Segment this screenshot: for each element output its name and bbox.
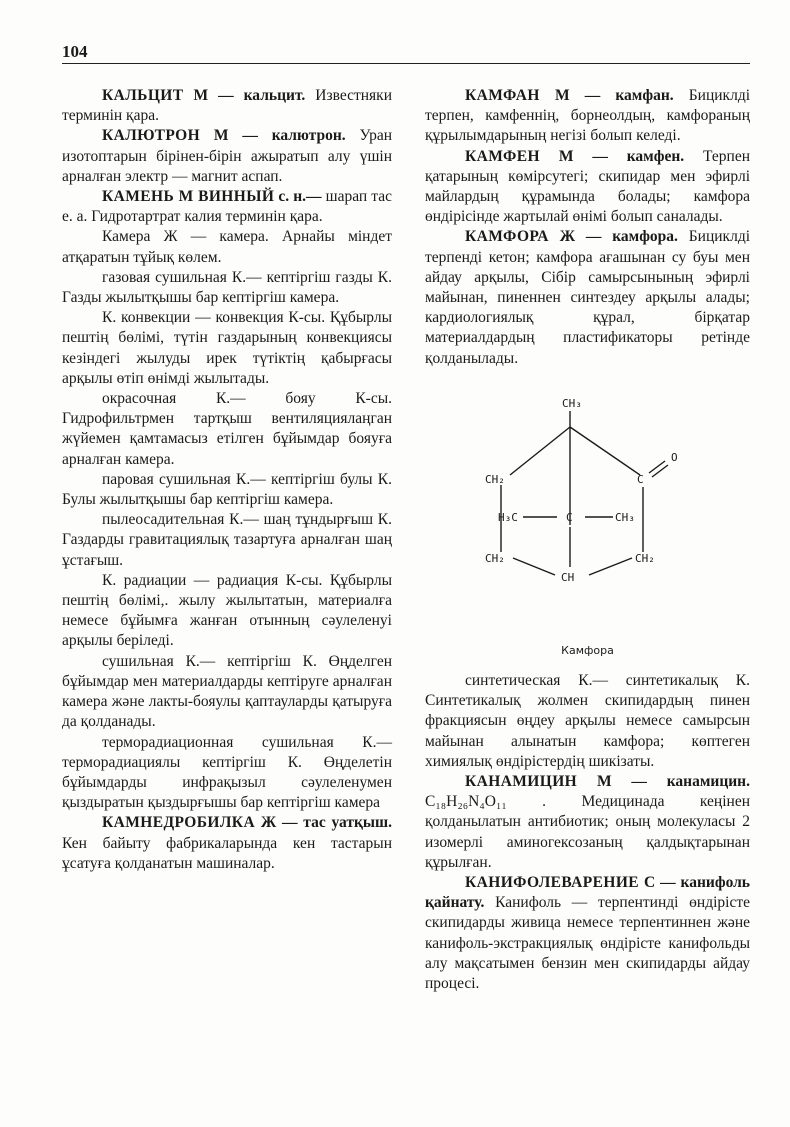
translation: Ж — камера. (163, 228, 269, 246)
subentry-radiatsii: К. радиации — радиация К-сы. Құбырлы пештің бөлімі,. жылу жылытатын, материалға немесе бұйымға жанған отынның сәулеленуі арқылы беріледі. (62, 571, 392, 650)
bond-carbonyl-2 (652, 465, 668, 477)
definition: Терпен қатарының көмірсутегі; скипидар мен эфирлі майлардың құрамында болады; камфора өндірісінде жартылай өнімі болып саналады. (425, 147, 750, 226)
definition: Медицинада кеңінен қолданылатын антибиотик; оның молекуласы 2 изомерлі аминогексозаның қалдықтарынан құрылған. (425, 793, 750, 871)
entry-kamfen (425, 147, 750, 228)
subentry-pyleosaditelnaya: пылеосадительная К.— шаң тұндырғыш К. Газдарды гравитациялық тазартуға арналған шаң ұстағыш. (62, 511, 392, 569)
headword: Камера (102, 228, 151, 246)
chemical-formula: C₁₈H₂₆N₄O₁₁ . (425, 793, 547, 811)
label-ch3-mid: CH₃ (615, 510, 635, 524)
headword: КАМНЕДРОБИЛКА (102, 814, 256, 832)
label-ch2-left: CH₂ (485, 472, 505, 486)
definition: шарап тас е. а. Гидротартрат калия терминін қара. (62, 188, 393, 226)
bond-carbonyl-1 (649, 461, 665, 473)
label-c-carbonyl: C (637, 472, 644, 486)
headword: КАЛЮТРОН (102, 127, 201, 145)
definition: Канифоль — терпентинді өндірісте скипидарды живица немесе терпентиннен және канифоль-экстракциялық өндірісте канифольды алу мақсатымен бензин мен скипидарды айдау процесі. (425, 894, 750, 993)
entry-kamfora (425, 227, 750, 368)
headword: КАМЕНЬ М ВИННЫЙ (102, 188, 275, 206)
label-c-center: C (566, 510, 573, 524)
entry-kamen-vinny (62, 187, 392, 227)
label-ch2-bottom-left: CH₂ (485, 551, 505, 565)
definition: Известняки терминін қара. (62, 87, 392, 125)
entry-kamfan (425, 86, 750, 147)
subentry-termoradiatsionnaya: терморадиационная сушильная К.— терморадиациялы кептіргіш К. Өңделетін бұйымдарды инфрақызыл сәулеленумен қыздыратын қыздырғышы бар кептіргіш камера (62, 733, 392, 812)
subentry-gazovaya: газовая сушильная К.— кептіргіш газды К. Газды жылытқышы бар кептіргіш камера. (62, 268, 392, 307)
entry-kamera (62, 227, 392, 267)
translation: с. н.— (278, 188, 322, 206)
definition: Уран изотоптарын бірінен-бірін ажыратып алу үшін арналған электр — магнит аспап. (62, 127, 393, 185)
label-ch-bottom: CH (561, 570, 575, 584)
left-column (62, 86, 392, 874)
subentry-okrasochnaya: окрасочная К.— бояу К-сы. Гидрофильтрмен тартқыш вентиляциялаңган жүйемен қамтамасыз етілген бұйымдар бояуға арналған камера. (62, 390, 392, 468)
definition: Бициклді терпен, камфеннің, борнеолдың, камфораның құрылымдарының негізі болып келеді. (425, 87, 751, 145)
translation: Ж — тас уатқыш. (260, 814, 392, 832)
label-ch2-bottom-right: CH₂ (635, 551, 655, 565)
header-rule (62, 63, 750, 64)
entry-kanamitsin (425, 772, 750, 873)
bond-bottom-left (513, 558, 555, 575)
page-number: 104 (62, 42, 88, 61)
translation: М — калютрон. (213, 127, 346, 145)
definition: Кен байыту фабрикаларында кен тастарын ұсатуға қолданатын машиналар. (62, 834, 392, 872)
camphor-structure-figure (425, 377, 750, 637)
translation: М — канамицин. (596, 773, 750, 791)
subentry-sushilnaya: сушильная К.— кептіргіш К. Өңделген бұйымдар мен материалдарды кептіруге арналған камера және лакты-бояулы қаптауларды қатыруға да қолданады. (62, 652, 392, 731)
headword: КАМФОРА (465, 228, 549, 246)
headword: КАНИФОЛЕВАРЕНИЕ (465, 874, 640, 892)
translation: Ж — камфора. (559, 228, 678, 246)
entry-kanifolevarenie (425, 873, 750, 994)
label-oxygen: O (671, 450, 678, 464)
translation: М — камфан. (554, 87, 674, 104)
definition: Арнайы міндет атқаратын тұйық көлем. (62, 228, 393, 266)
bond-bottom-right (589, 558, 632, 575)
headword: КАЛЬЦИТ (102, 87, 184, 104)
label-h3c: H₃C (498, 510, 518, 524)
label-ch3-top: CH₃ (562, 396, 582, 410)
subentry-parovaya: паровая сушильная К.— кептіргіш булы К. Булы жылытқышы бар кептіргіш камера. (62, 470, 392, 509)
bond-top-right (570, 427, 640, 475)
right-column (425, 86, 750, 994)
headword: КАНАМИЦИН (465, 773, 578, 791)
camphor-structural-formula (425, 377, 750, 637)
definition: Бициклді терпенді кетон; камфора ағашынан су буы мен айдау арқылы, Сібір самырсынының эфирлі майынан, пиненнен синтездеу арқылы алады; кардиологиялық құрал, бірқатар материалдардың пластификаторы ретінде қолданылады. (425, 228, 751, 367)
subentry-sinteticheskaya: синтетическая К.— синтетикалық К. Синтетикалық жолмен скипидардың пинен фракциясын өңдеу арқылы немесе самырсын майынан алынатын камфора; көптеген химиялық өндірістердің шикізаты. (425, 672, 750, 770)
translation: М — кальцит. (193, 87, 306, 104)
translation: С — канифоль қайнату. (425, 874, 751, 912)
entry-kamnedrobilka (62, 813, 392, 874)
translation: М — камфен. (558, 147, 685, 165)
entry-kalyutron (62, 126, 392, 187)
figure-caption: Камфора (561, 643, 614, 657)
subentry-konvektsii: К. конвекции — конвекция К-сы. Құбырлы пештің бөлімі, түтін газдарының конвекциясы кезіндегі жылуды ирек түтіктің қабырғасы арқылы өтіп өнімді жылытады. (62, 309, 392, 387)
headword: КАМФЕН (465, 147, 540, 165)
headword: КАМФАН (465, 87, 540, 104)
bond-top-left (510, 427, 570, 475)
entry-kaltsit (62, 86, 392, 126)
